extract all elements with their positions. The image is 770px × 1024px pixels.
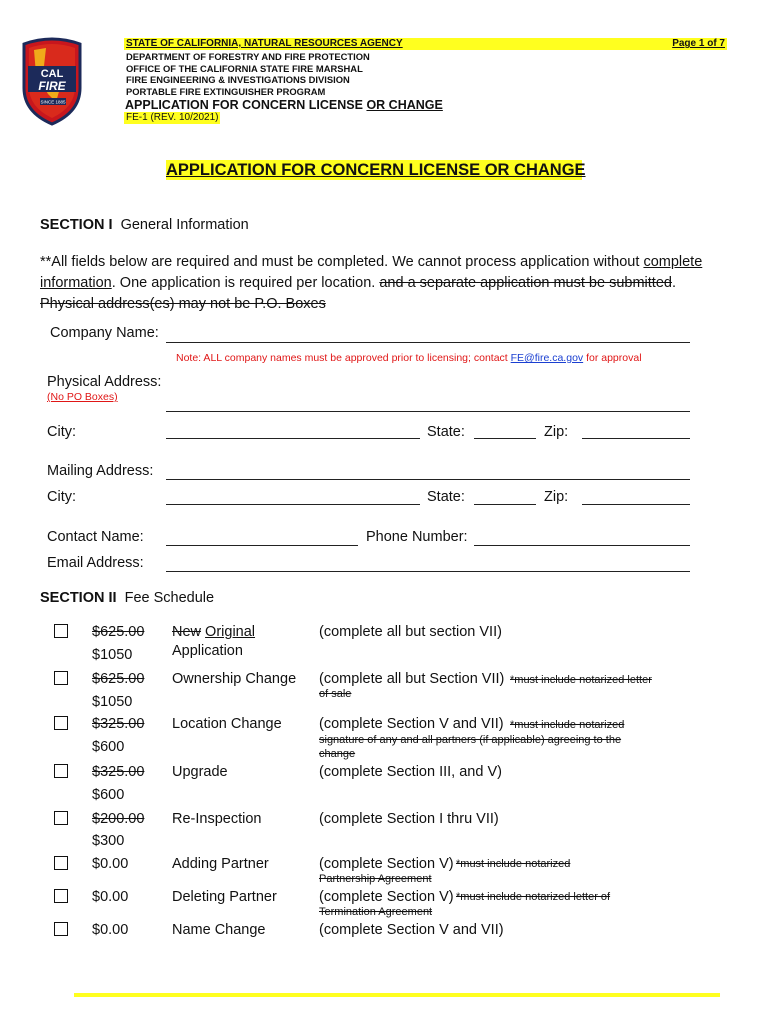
header-agency-bar <box>124 38 727 50</box>
company-name-field[interactable] <box>166 342 690 343</box>
zip-field[interactable] <box>582 438 690 439</box>
fee-desc: (complete Section I thru VII) <box>319 811 499 827</box>
fee-desc: (complete all but section VII) <box>319 624 502 640</box>
email-address-label: Email Address: <box>47 555 144 571</box>
phone-number-field[interactable] <box>474 545 690 546</box>
company-name-label: Company Name: <box>50 325 159 341</box>
mailing-address-label: Mailing Address: <box>47 463 154 479</box>
email-address-field[interactable] <box>166 571 690 572</box>
mailing-address-field[interactable] <box>166 479 690 480</box>
fee-type: Re-Inspection <box>172 811 262 827</box>
fee-desc: (complete Section V and VII) <box>319 716 504 732</box>
fee-note: *must include notarized Partnership Agreement <box>319 858 571 885</box>
fee-type: Adding Partner <box>172 856 269 872</box>
fee-new-price: $0.00 <box>92 889 129 905</box>
header-office: OFFICE OF THE CALIFORNIA STATE FIRE MARSHAL <box>126 63 363 74</box>
header-dept: DEPARTMENT OF FORESTRY AND FIRE PROTECTION <box>126 51 370 62</box>
fee-old-price: $625.00 <box>92 624 145 640</box>
fee-type-line2: Application <box>172 643 243 659</box>
fee-desc: (complete Section III, and V) <box>319 764 502 780</box>
zip-label: Zip: <box>544 424 569 440</box>
fee-new-price: $0.00 <box>92 856 129 872</box>
fee-checkbox-deleting-partner[interactable] <box>54 889 68 903</box>
fee-desc: (complete Section V) <box>319 889 454 905</box>
mailing-zip-field[interactable] <box>582 504 690 505</box>
mailing-city-field[interactable] <box>166 504 420 505</box>
fee-checkbox-location[interactable] <box>54 716 68 730</box>
fee-desc: (complete all but Section VII) <box>319 671 505 687</box>
contact-name-label: Contact Name: <box>47 529 144 545</box>
fee-note: *must include notarized letter of Termination Agreement <box>319 891 611 918</box>
fee-desc: (complete Section V) <box>319 856 454 872</box>
no-po-note: (No PO Boxes) <box>47 391 118 403</box>
logo-fire: FIRE <box>38 79 66 93</box>
fee-type: Location Change <box>172 716 282 732</box>
requirements-text: **All fields below are required and must be completed. We cannot process application without complete information. One application is required per location. and a separate application must be submitted. Physical address(es) may not be P.O. Boxes <box>40 254 703 312</box>
section1-heading: SECTION I General Information <box>40 217 249 233</box>
logo-cal: CAL <box>40 68 64 80</box>
fee-checkbox-reinspection[interactable] <box>54 811 68 825</box>
fee-checkbox-adding-partner[interactable] <box>54 856 68 870</box>
header-title: APPLICATION FOR CONCERN LICENSE OR CHANGE <box>125 98 443 112</box>
fee-new-price: $1050 <box>92 694 133 710</box>
page-title: APPLICATION FOR CONCERN LICENSE OR CHANGE <box>166 161 586 179</box>
fee-type: Ownership Change <box>172 671 297 687</box>
cal-fire-logo <box>20 36 84 126</box>
fee-old-price: $325.00 <box>92 764 145 780</box>
mailing-zip-label: Zip: <box>544 489 569 505</box>
phone-number-label: Phone Number: <box>366 529 468 545</box>
state-label: State: <box>427 424 465 440</box>
header-agency: STATE OF CALIFORNIA, NATURAL RESOURCES AGENCY <box>126 38 403 49</box>
fee-type: Name Change <box>172 922 266 938</box>
fee-new-price: $0.00 <box>92 922 129 938</box>
fee-new-price: $600 <box>92 739 125 755</box>
logo-since: SINCE 1885 <box>40 99 66 105</box>
footer-highlight-strip <box>74 993 720 997</box>
header-page: Page 1 of 7 <box>672 38 725 49</box>
fee-new-price: $1050 <box>92 647 133 663</box>
header-division: FIRE ENGINEERING & INVESTIGATIONS DIVISION <box>126 74 350 85</box>
physical-address-label: Physical Address: <box>47 374 162 390</box>
fee-checkbox-ownership[interactable] <box>54 671 68 685</box>
company-name-note: Note: ALL company names must be approved prior to licensing; contact FE@fire.ca.gov for approval <box>176 352 642 364</box>
mailing-state-label: State: <box>427 489 465 505</box>
state-field[interactable] <box>474 438 536 439</box>
fee-desc: (complete Section V and VII) <box>319 922 504 938</box>
section2-heading: SECTION II Fee Schedule <box>40 590 215 606</box>
fee-old-price: $625.00 <box>92 671 145 687</box>
physical-address-field[interactable] <box>166 411 690 412</box>
fee-type: Upgrade <box>172 764 228 780</box>
fee-new-price: $600 <box>92 787 125 803</box>
fee-old-price: $325.00 <box>92 716 145 732</box>
fee-checkbox-original[interactable] <box>54 624 68 638</box>
fee-note: *must include notarized signature of any and all partners (if applicable) agreeing to the change <box>319 719 625 760</box>
fee-old-price: $200.00 <box>92 811 145 827</box>
fee-type: New Original <box>172 624 256 640</box>
fee-checkbox-upgrade[interactable] <box>54 764 68 778</box>
city-label: City: <box>47 424 76 440</box>
email-link[interactable]: FE@fire.ca.gov <box>510 352 584 364</box>
fee-checkbox-name-change[interactable] <box>54 922 68 936</box>
city-field[interactable] <box>166 438 420 439</box>
mailing-city-label: City: <box>47 489 76 505</box>
header-rev: FE-1 (REV. 10/2021) <box>126 112 219 123</box>
fee-new-price: $300 <box>92 833 125 849</box>
contact-name-field[interactable] <box>166 545 358 546</box>
fee-type: Deleting Partner <box>172 889 277 905</box>
mailing-state-field[interactable] <box>474 504 536 505</box>
header-program: PORTABLE FIRE EXTINGUISHER PROGRAM <box>126 86 326 97</box>
fee-note: *must include notarized letter of sale <box>319 674 652 700</box>
